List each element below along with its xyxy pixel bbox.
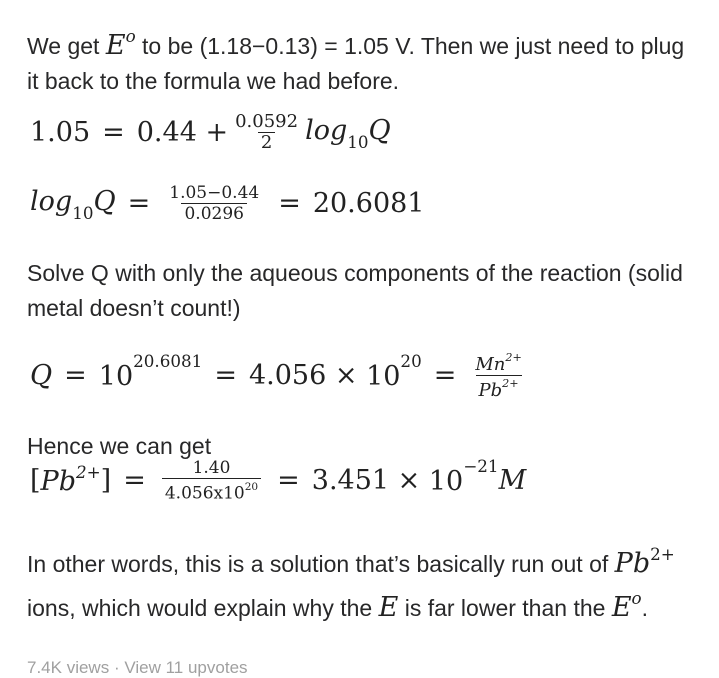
math-operator: = <box>277 465 300 497</box>
math-fraction: $\frac{1.40}{4.056x10^{20}}$ <box>162 458 261 504</box>
math-symbol-eo: $E^o$ <box>611 588 642 623</box>
equation-log-q <box>30 183 424 224</box>
paragraph-eo-value <box>27 21 699 99</box>
math-unit: M <box>498 465 527 497</box>
math-power: $10^{-21}$ <box>428 456 499 498</box>
views-count: 7.4K views <box>27 658 110 677</box>
math-fraction: $\frac{Mn^{2+}}{Pb^{2+}}$ <box>475 351 522 401</box>
paragraph-conclusion: In other words, this is a solution that’s basically run out of $Pb^{2+}$ ions, which would explain why the E is far lower than the $E^o$. <box>27 544 675 623</box>
math-value: 20.6081 <box>312 188 425 219</box>
text: to be (1.18−0.13) = 1.05 V. Then we just need to plug it back to the formula we had before. <box>27 33 685 94</box>
answer-stats <box>27 658 248 678</box>
math-log: $\log_{10}Q$ <box>305 115 391 152</box>
math-value: 4.056 × <box>248 360 358 391</box>
equation-nernst-substituted <box>30 112 391 153</box>
equation-pb-concentration <box>30 458 526 504</box>
math-ion: $Pb^{2+}$ <box>614 544 675 579</box>
math-bracket: [ <box>30 465 41 497</box>
math-fraction: $\frac{0.0592}{2}$ <box>235 111 299 153</box>
math-bracket: ] <box>100 465 112 497</box>
math-operator: = <box>127 188 151 219</box>
math-operator: = <box>433 360 457 391</box>
math-log: $\log_{10}Q$ <box>30 186 116 223</box>
math-value: 3.451 × <box>311 465 421 497</box>
math-operator: = <box>102 117 125 148</box>
math-operator: = <box>123 465 146 497</box>
equation-q-value <box>30 350 529 401</box>
math-operator: = <box>214 360 237 391</box>
math-symbol-e: $E^o$ <box>105 26 136 61</box>
paragraph-solve-q: Solve Q with only the aqueous components of the reaction (solid metal doesn’t count!) <box>27 260 683 321</box>
math-symbol-e: E <box>378 592 399 623</box>
math-fraction: $\frac{1.05-0.44}{0.0296}$ <box>169 183 260 224</box>
view-upvotes-link[interactable]: View 11 upvotes <box>124 658 248 677</box>
math-term: 0.44 + <box>136 117 229 148</box>
math-power: $10^{20}$ <box>366 351 422 392</box>
math-operator: = <box>64 360 87 391</box>
math-power: $10^{20.6081}$ <box>98 351 203 392</box>
math-operator: = <box>278 188 301 219</box>
text: We get <box>27 33 106 59</box>
separator: · <box>113 658 120 677</box>
math-variable: Q <box>30 360 53 391</box>
math-ion: $Pb^{2+}$ <box>40 462 101 498</box>
paragraph-hence: Hence we can get <box>27 433 212 459</box>
math-value: 1.05 <box>30 117 91 148</box>
